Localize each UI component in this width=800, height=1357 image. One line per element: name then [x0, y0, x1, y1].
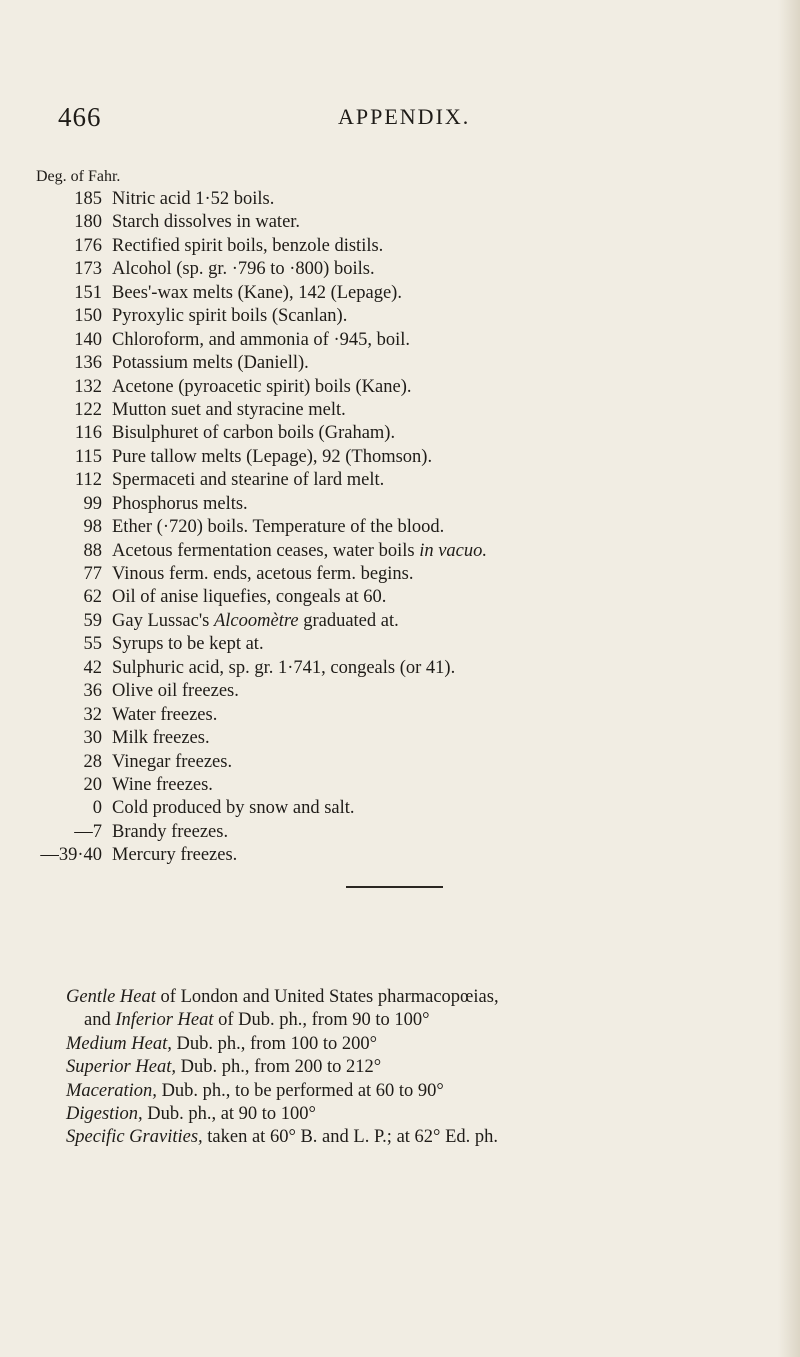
section-divider	[346, 886, 443, 888]
degree-value: 136	[74, 353, 102, 374]
phenomenon-description	[112, 680, 239, 703]
table-row	[36, 751, 776, 774]
phenomenon-description	[112, 329, 410, 352]
note-prefix: and	[84, 1010, 111, 1031]
degree-value: 173	[74, 259, 102, 280]
degree-value: 151	[74, 282, 102, 303]
table-row	[36, 235, 776, 258]
table-row	[36, 305, 776, 328]
description-text: Mercury freezes.	[112, 845, 238, 866]
table-row	[36, 844, 776, 867]
degree-value: 122	[74, 399, 102, 420]
running-head: APPENDIX.	[338, 104, 471, 129]
phenomenon-description	[112, 469, 384, 492]
table-row	[36, 352, 776, 375]
phenomenon-description	[112, 633, 264, 656]
degree-value: 176	[74, 235, 102, 256]
note-line	[66, 1126, 786, 1149]
phenomenon-description	[112, 774, 213, 797]
table-row	[36, 258, 776, 281]
degree-value: 42	[83, 657, 102, 678]
description-italic: in vacuo.	[419, 540, 488, 561]
description-text: Potassium melts (Daniell).	[112, 353, 309, 374]
note-text: taken at 60° B. and L. P.; at 62° Ed. ph.	[207, 1127, 498, 1148]
phenomenon-description	[112, 235, 383, 258]
table-row	[36, 469, 776, 492]
description-text: Water freezes.	[112, 704, 218, 725]
degree-value: 62	[83, 587, 102, 608]
description-text: Oil of anise liquefies, congeals at 60.	[112, 587, 387, 608]
page-header	[58, 102, 758, 142]
degree-value: 88	[83, 540, 102, 561]
degree-value: 77	[83, 564, 102, 584]
phenomenon-description	[112, 704, 217, 727]
table-row	[36, 493, 776, 516]
note-text: of London and United States pharmacopœias,	[160, 987, 499, 1007]
table-row	[36, 399, 776, 422]
degree-value: 0	[92, 798, 102, 819]
phenomenon-description	[112, 727, 210, 750]
description-text: Nitric acid 1·52 boils.	[112, 189, 275, 209]
note-term: Superior Heat,	[66, 1057, 176, 1078]
description-text: Syrups to be kept at.	[112, 634, 264, 655]
description-text: Chloroform, and ammonia of ·945, boil.	[112, 329, 411, 350]
degree-value: 30	[83, 728, 102, 749]
degree-value: 28	[83, 751, 102, 772]
degree-value: 55	[83, 634, 102, 655]
degree-value: 59	[83, 610, 102, 631]
note-text: of Dub. ph., from 90 to 100°	[218, 1010, 430, 1031]
description-text: Vinegar freezes.	[112, 751, 233, 772]
table-row	[36, 586, 776, 609]
table-row	[36, 657, 776, 680]
phenomenon-description	[112, 797, 355, 820]
note-line	[66, 1009, 786, 1032]
phenomenon-description	[112, 516, 444, 539]
table-row	[36, 422, 776, 445]
note-line	[66, 986, 786, 1009]
description-text: Mutton suet and styracine melt.	[112, 399, 346, 420]
description-text: Olive oil freezes.	[112, 681, 239, 702]
table-row	[36, 516, 776, 539]
description-text: Wine freezes.	[112, 774, 213, 795]
phenomenon-description	[112, 446, 432, 469]
description-text: Alcohol (sp. gr. ·796 to ·800) boils.	[112, 259, 375, 280]
table-row	[36, 329, 776, 352]
table-row	[36, 727, 776, 750]
table-row	[36, 704, 776, 727]
table-row	[36, 563, 776, 586]
table-row	[36, 821, 776, 844]
description-text: Spermaceti and stearine of lard melt.	[112, 470, 385, 491]
degree-value: 116	[74, 423, 102, 444]
note-line	[66, 1033, 786, 1056]
table-row	[36, 610, 776, 633]
note-line	[66, 1103, 786, 1126]
note-line	[66, 1080, 786, 1103]
degree-value: 140	[74, 329, 102, 350]
description-text: Rectified spirit boils, benzole distils.	[112, 235, 384, 256]
phenomenon-description	[112, 586, 386, 609]
degree-value: 185	[74, 189, 102, 209]
description-text: Cold produced by snow and salt.	[112, 798, 355, 819]
note-term: Medium Heat,	[66, 1033, 172, 1054]
note-term: Maceration,	[66, 1080, 157, 1101]
note-text: Dub. ph., from 100 to 200°	[176, 1033, 378, 1054]
phenomenon-description	[112, 399, 346, 422]
table-rows	[36, 188, 776, 868]
phenomenon-description	[112, 258, 375, 281]
table-row	[36, 376, 776, 399]
description-text: Pyroxylic spirit boils (Scanlan).	[112, 306, 348, 327]
heat-definitions	[66, 986, 786, 1150]
degree-value: 20	[83, 774, 102, 795]
degree-value: 115	[74, 446, 102, 467]
table-row	[36, 797, 776, 820]
description-text: Brandy freezes.	[112, 821, 229, 842]
description-text-after: graduated at.	[303, 610, 399, 631]
page-edge-shadow	[778, 0, 800, 1357]
table-row	[36, 211, 776, 234]
degree-value: —7	[74, 821, 102, 842]
note-text: Dub. ph., at 90 to 100°	[147, 1103, 316, 1124]
note-text: Dub. ph., to be performed at 60 to 90°	[161, 1080, 444, 1101]
note-text: Dub. ph., from 200 to 212°	[180, 1057, 382, 1078]
description-text: Starch dissolves in water.	[112, 212, 301, 233]
phenomenon-description	[112, 282, 402, 305]
note-term: Specific Gravities,	[66, 1127, 203, 1148]
degree-value: 98	[83, 517, 102, 538]
description-text: Gay Lussac's	[112, 610, 210, 631]
description-text: Acetone (pyroacetic spirit) boils (Kane).	[112, 376, 412, 397]
phenomenon-description	[112, 352, 309, 375]
phenomenon-description	[112, 751, 232, 774]
phenomenon-description	[112, 422, 395, 445]
phenomenon-description	[112, 610, 399, 633]
degree-value: —39·40	[40, 845, 102, 866]
phenomenon-description	[112, 540, 487, 563]
description-text: Sulphuric acid, sp. gr. 1·741, congeals (or 41).	[112, 657, 456, 678]
note-line	[66, 1056, 786, 1079]
degree-value: 36	[83, 681, 102, 702]
degree-value: 150	[74, 306, 102, 327]
description-italic: Alcoomètre	[213, 610, 299, 631]
table-row	[36, 540, 776, 563]
table-row	[36, 680, 776, 703]
degree-value: 99	[83, 493, 102, 514]
phenomenon-description	[112, 305, 347, 328]
phenomenon-description	[112, 493, 248, 516]
phenomenon-description	[112, 563, 414, 586]
phenomenon-description	[112, 821, 228, 844]
description-text: Vinous ferm. ends, acetous ferm. begins.	[112, 564, 414, 584]
phenomenon-description	[112, 188, 274, 211]
table-row	[36, 633, 776, 656]
description-text: Acetous fermentation ceases, water boils	[112, 540, 415, 561]
description-text: Bees'-wax melts (Kane), 142 (Lepage).	[112, 282, 402, 303]
page-number: 466	[58, 102, 102, 132]
degree-value: 32	[83, 704, 102, 725]
description-text: Bisulphuret of carbon boils (Graham).	[112, 423, 396, 444]
phenomenon-description	[112, 657, 455, 680]
description-text: Pure tallow melts (Lepage), 92 (Thomson).	[112, 446, 433, 467]
note-term: Inferior Heat	[115, 1010, 214, 1031]
description-text: Milk freezes.	[112, 728, 210, 749]
degree-value: 112	[74, 470, 102, 491]
description-text: Phosphorus melts.	[112, 493, 248, 514]
description-text: Ether (·720) boils. Temperature of the blood.	[112, 517, 445, 538]
degree-value: 132	[74, 376, 102, 397]
table-row	[36, 282, 776, 305]
temperature-table	[36, 166, 776, 868]
phenomenon-description	[112, 376, 411, 399]
phenomenon-description	[112, 844, 237, 867]
phenomenon-description	[112, 211, 300, 234]
table-row	[36, 774, 776, 797]
note-term: Gentle Heat	[66, 987, 156, 1007]
table-row	[36, 446, 776, 469]
note-term: Digestion,	[66, 1103, 143, 1124]
column-label: Deg. of Fahr.	[36, 168, 121, 185]
degree-value: 180	[74, 212, 102, 233]
table-row	[36, 188, 776, 211]
